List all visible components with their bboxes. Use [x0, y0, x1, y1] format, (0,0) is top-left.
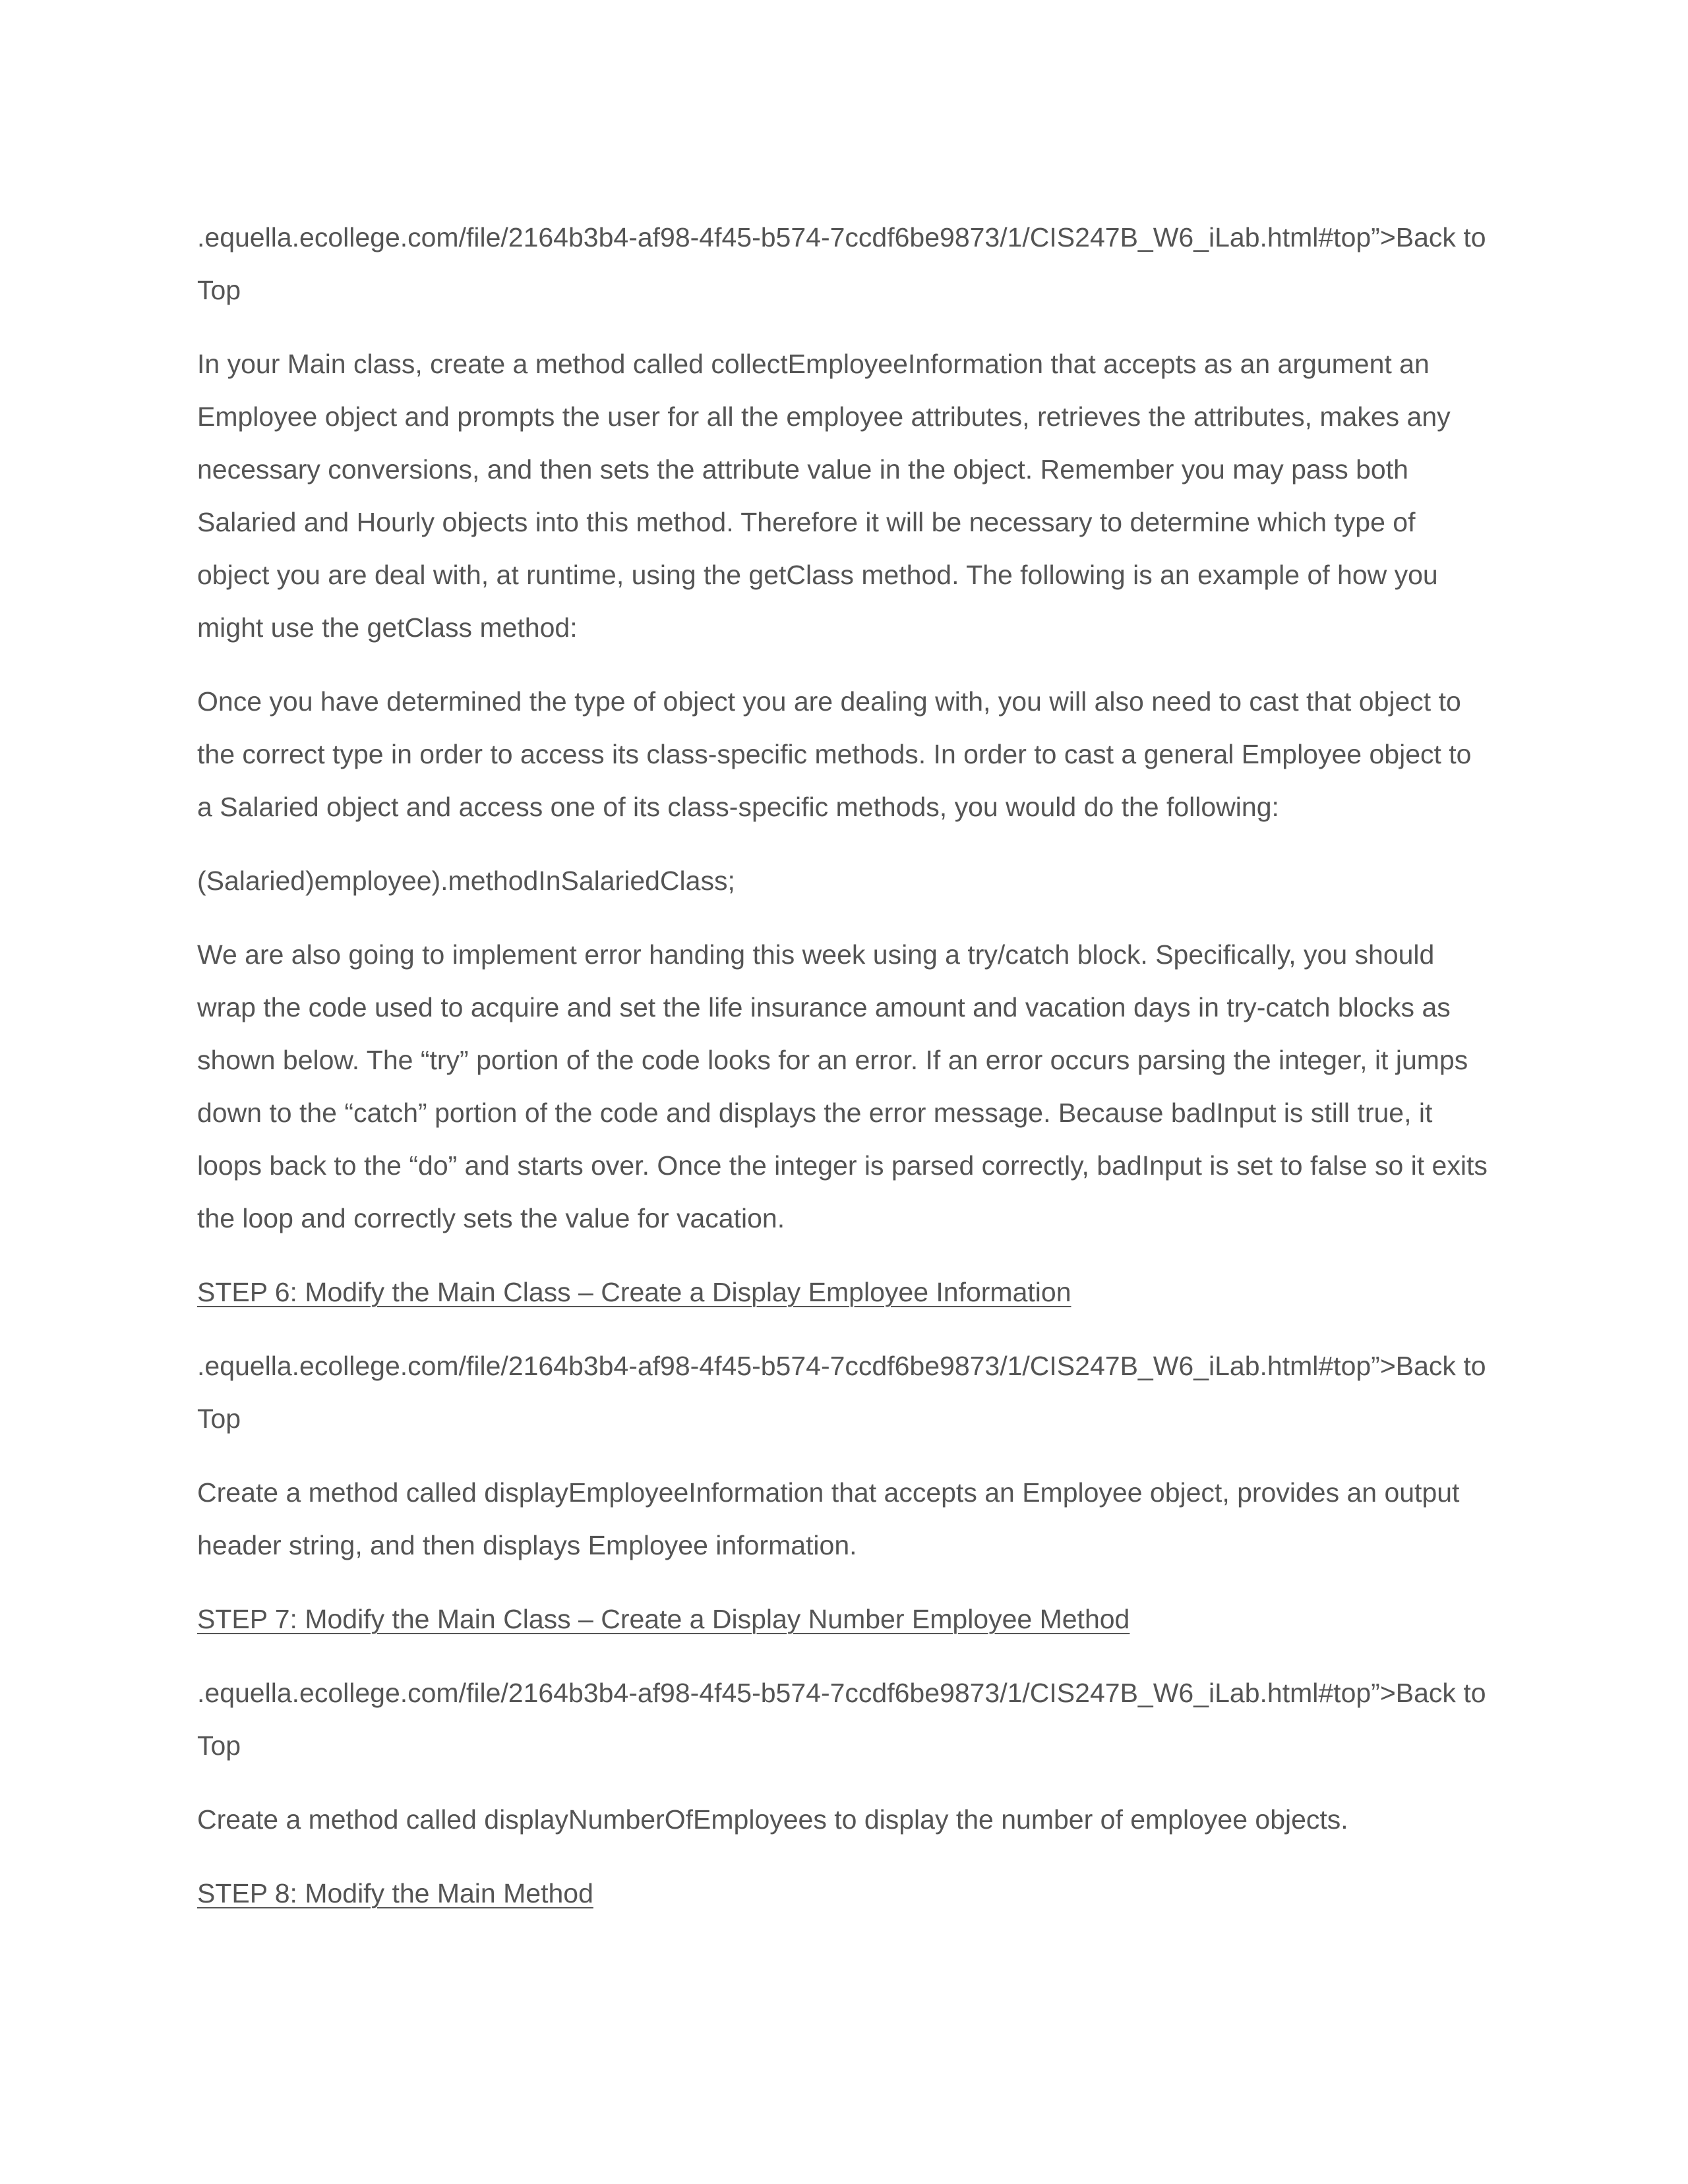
error-handling-paragraph: We are also going to implement error handing this week using a try/catch block. Specifically, you should wrap the code used to acquire and set the life insurance amount and vacation days in try-catch blocks as shown below. The “try” portion of the code looks for an error. If an error occurs parsing the integer, it jumps down to the “catch” portion of the code and displays the error message. Because badInput is still true, it loops back to the “do” and starts over. Once the integer is parsed correctly, badInput is set to false so it exits the loop and correctly sets the value for vacation.: [197, 939, 1488, 1233]
back-to-top-link[interactable]: .equella.ecollege.com/file/2164b3b4-af98-4f45-b574-7ccdf6be9873/1/CIS247B_W6_iLab.html#top”>Back to Top: [197, 222, 1486, 305]
document-page: [197, 211, 1490, 1941]
step-7-heading[interactable]: STEP 7: Modify the Main Class – Create a Display Number Employee Method: [197, 1604, 1130, 1634]
display-employee-information-paragraph: Create a method called displayEmployeeInformation that accepts an Employee object, provides an output header string, and then displays Employee information.: [197, 1477, 1460, 1560]
cast-example-line: (Salaried)employee).methodInSalariedClass;: [197, 866, 735, 896]
back-to-top-link[interactable]: .equella.ecollege.com/file/2164b3b4-af98-4f45-b574-7ccdf6be9873/1/CIS247B_W6_iLab.html#top”>Back to Top: [197, 1678, 1486, 1761]
step-6-heading[interactable]: STEP 6: Modify the Main Class – Create a Display Employee Information: [197, 1277, 1071, 1307]
cast-object-paragraph: Once you have determined the type of object you are dealing with, you will also need to cast that object to the correct type in order to access its class-specific methods. In order to cast a general Employee object to a Salaried object and access one of its class-specific methods, you would do the following:: [197, 686, 1472, 822]
back-to-top-link[interactable]: .equella.ecollege.com/file/2164b3b4-af98-4f45-b574-7ccdf6be9873/1/CIS247B_W6_iLab.html#top”>Back to Top: [197, 1351, 1486, 1434]
collect-employee-information-paragraph: In your Main class, create a method called collectEmployeeInformation that accepts as an argument an Employee object and prompts the user for all the employee attributes, retrieves the attributes, makes any necessary conversions, and then sets the attribute value in the object. Remember you may pass both Salaried and Hourly objects into this method. Therefore it will be necessary to determine which type of object you are deal with, at runtime, using the getClass method. The following is an example of how you might use the getClass method:: [197, 349, 1451, 643]
step-8-heading[interactable]: STEP 8: Modify the Main Method: [197, 1878, 593, 1908]
display-number-of-employees-paragraph: Create a method called displayNumberOfEmployees to display the number of employee objects.: [197, 1804, 1348, 1835]
